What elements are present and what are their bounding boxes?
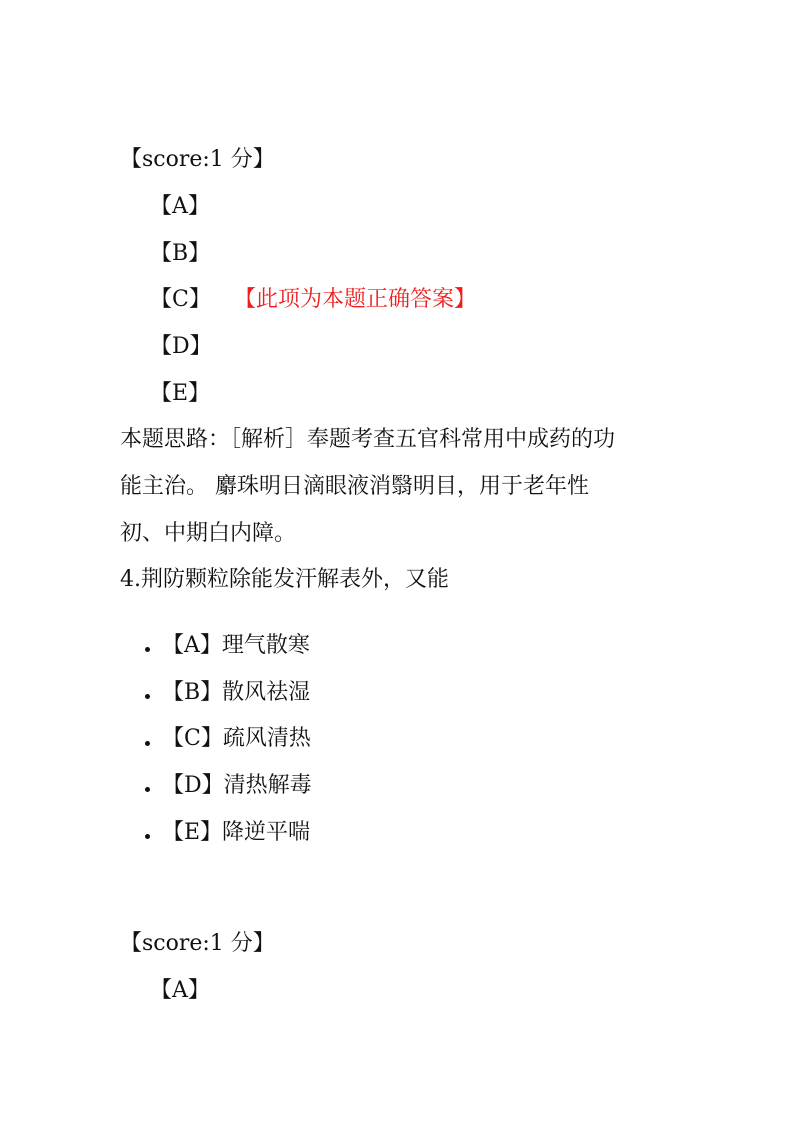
choice-b: 【B】散风祛湿 [162, 680, 311, 705]
bullet-icon [145, 834, 150, 839]
option-c: 【C】 [150, 287, 211, 312]
choice-d: 【D】清热解毒 [162, 773, 312, 798]
bullet-icon [145, 647, 150, 652]
explanation-line: 本题思路：［解析］奉题考查五官科常用中成药的功 [120, 427, 616, 452]
score-label: 【score:1 分】 [120, 931, 275, 956]
question-text: 4.荆防颗粒除能发汗解表外，又能 [120, 567, 449, 592]
option-b: 【B】 [150, 241, 211, 266]
option-a: 【A】 [150, 978, 210, 1003]
bullet-icon [145, 787, 150, 792]
choice-a: 【A】理气散寒 [162, 633, 310, 658]
bullet-icon [145, 694, 150, 699]
correct-answer-mark: 【此项为本题正确答案】 [234, 287, 477, 312]
option-d: 【D】 [150, 334, 212, 359]
explanation-line: 能主治。 麝珠明日滴眼液消翳明目，用于老年性 [120, 474, 589, 499]
option-e: 【E】 [150, 381, 211, 406]
choice-c: 【C】疏风清热 [162, 726, 311, 751]
choice-e: 【E】降逆平喘 [162, 820, 311, 845]
score-label: 【score:1 分】 [120, 147, 275, 172]
bullet-icon [145, 741, 150, 746]
option-a: 【A】 [150, 194, 210, 219]
explanation-line: 初、中期白内障。 [120, 521, 297, 546]
